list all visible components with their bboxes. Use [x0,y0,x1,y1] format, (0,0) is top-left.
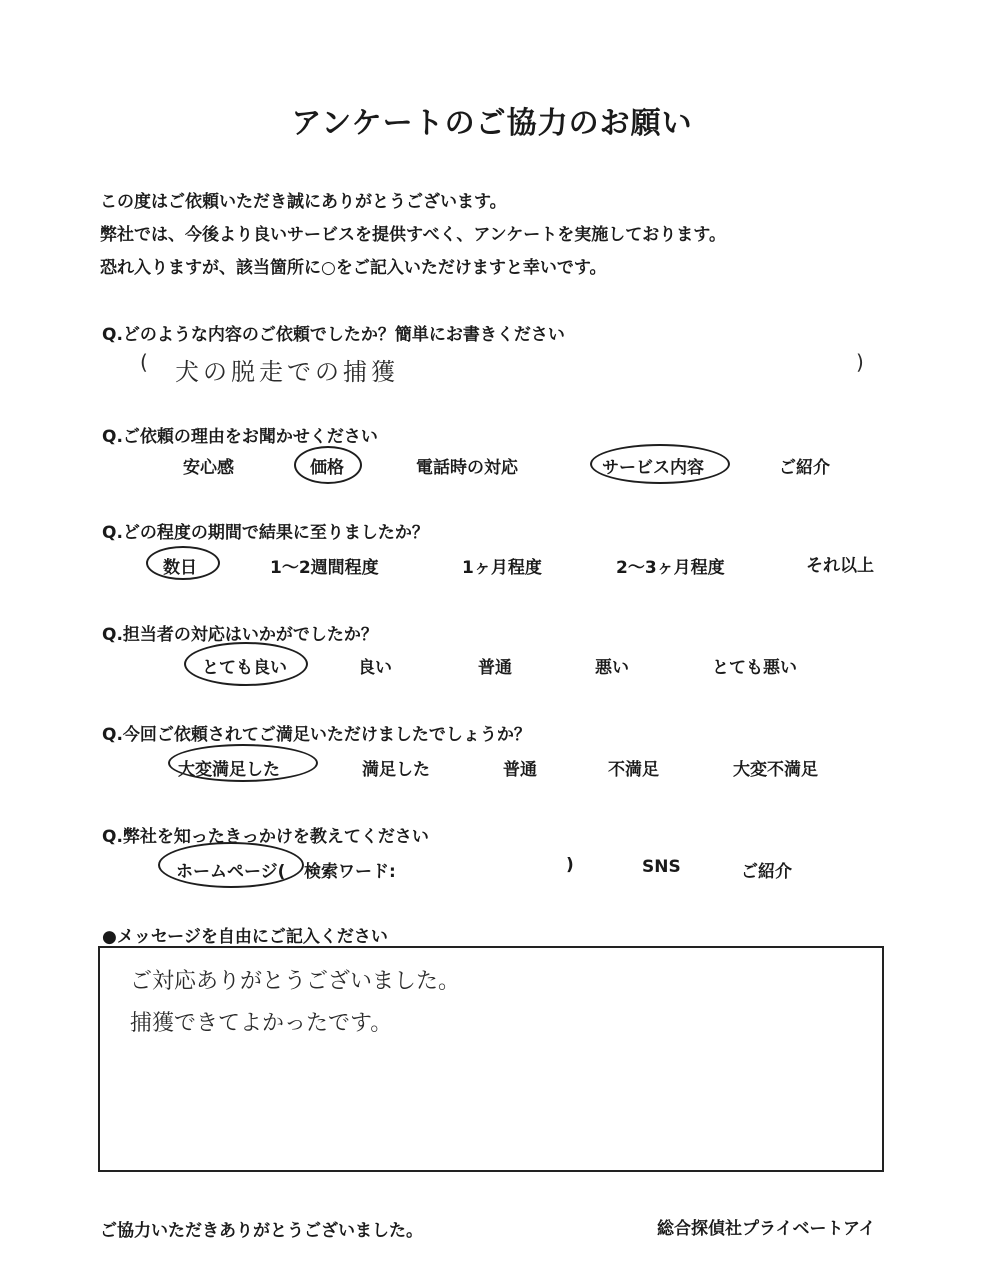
option-1-2-weeks[interactable]: 1～2週間程度 [270,558,379,578]
option-warui[interactable]: 悪い [595,658,629,678]
question-5: Q.今回ご依頼されてご満足いただけましたでしょうか？ [102,725,531,745]
option-homepage[interactable]: ホームページ( [176,862,286,882]
message-line: ご対応ありがとうございました。 [130,969,461,994]
option-goshoukai-6[interactable]: ご紹介 [741,862,792,882]
search-word-label: 検索ワード: [304,862,396,882]
option-fumanzoku[interactable]: 不満足 [608,760,659,780]
survey-title: アンケートのご協力のお願い [291,106,693,141]
message-box[interactable] [98,946,884,1172]
question-3: Q.どの程度の期間で結果に至りましたか？ [102,523,429,543]
option-goshoukai[interactable]: ご紹介 [779,458,830,478]
question-4: Q.担当者の対応はいかがでしたか？ [102,625,378,645]
message-label: ●メッセージを自由にご記入ください [102,927,388,947]
message-line: 捕獲できてよかったです。 [130,1011,393,1036]
question-2: Q.ご依頼の理由をお聞かせください [102,427,378,447]
option-sns[interactable]: SNS [642,857,681,877]
option-totemo-yoi[interactable]: とても良い [202,658,287,678]
intro-line: この度はご依頼いただき誠にありがとうございます。 [100,192,507,212]
option-1-month[interactable]: 1ヶ月程度 [462,558,542,578]
circle-mark [158,842,304,888]
circle-mark [146,546,220,580]
option-more[interactable]: それ以上 [806,556,874,576]
circle-mark [294,446,362,484]
open-paren: ( [140,350,148,374]
close-paren: ) [856,350,864,374]
option-manzoku[interactable]: 満足した [362,760,430,780]
option-taihen-fumanzoku[interactable]: 大変不満足 [733,760,818,780]
option-totemo-warui[interactable]: とても悪い [712,658,797,678]
intro-line: 恐れ入りますが、該当箇所に○をご記入いただけますと幸いです。 [100,258,607,278]
footer-thanks: ご協力いただきありがとうございました。 [100,1221,423,1241]
option-2-3-months[interactable]: 2～3ヶ月程度 [616,558,725,578]
circle-mark [168,744,318,782]
option-service-naiyou[interactable]: サービス内容 [602,458,704,478]
option-denwa-taiou[interactable]: 電話時の対応 [416,458,518,478]
intro-line: 弊社では、今後より良いサービスを提供すべく、アンケートを実施しております。 [100,225,726,245]
circle-mark [590,444,730,484]
intro-text [100,186,726,285]
option-futsuu[interactable]: 普通 [478,658,512,678]
option-suujitsu[interactable]: 数日 [163,558,197,578]
search-word-close-paren: ) [566,855,574,875]
option-anshinkan[interactable]: 安心感 [183,458,234,478]
option-kakaku[interactable]: 価格 [310,458,344,478]
question-1: Q.どのような内容のご依頼でしたか？簡単にお書きください [102,325,565,345]
option-taihen-manzoku[interactable]: 大変満足した [178,760,280,780]
option-yoi[interactable]: 良い [358,658,392,678]
company-name: 総合探偵社プライベートアイ [657,1219,876,1239]
handwritten-answer-1[interactable]: 犬の脱走での捕獲 [175,358,399,386]
option-futsuu-5[interactable]: 普通 [503,760,537,780]
circle-mark [184,642,308,686]
question-6: Q.弊社を知ったきっかけを教えてください [102,827,429,847]
